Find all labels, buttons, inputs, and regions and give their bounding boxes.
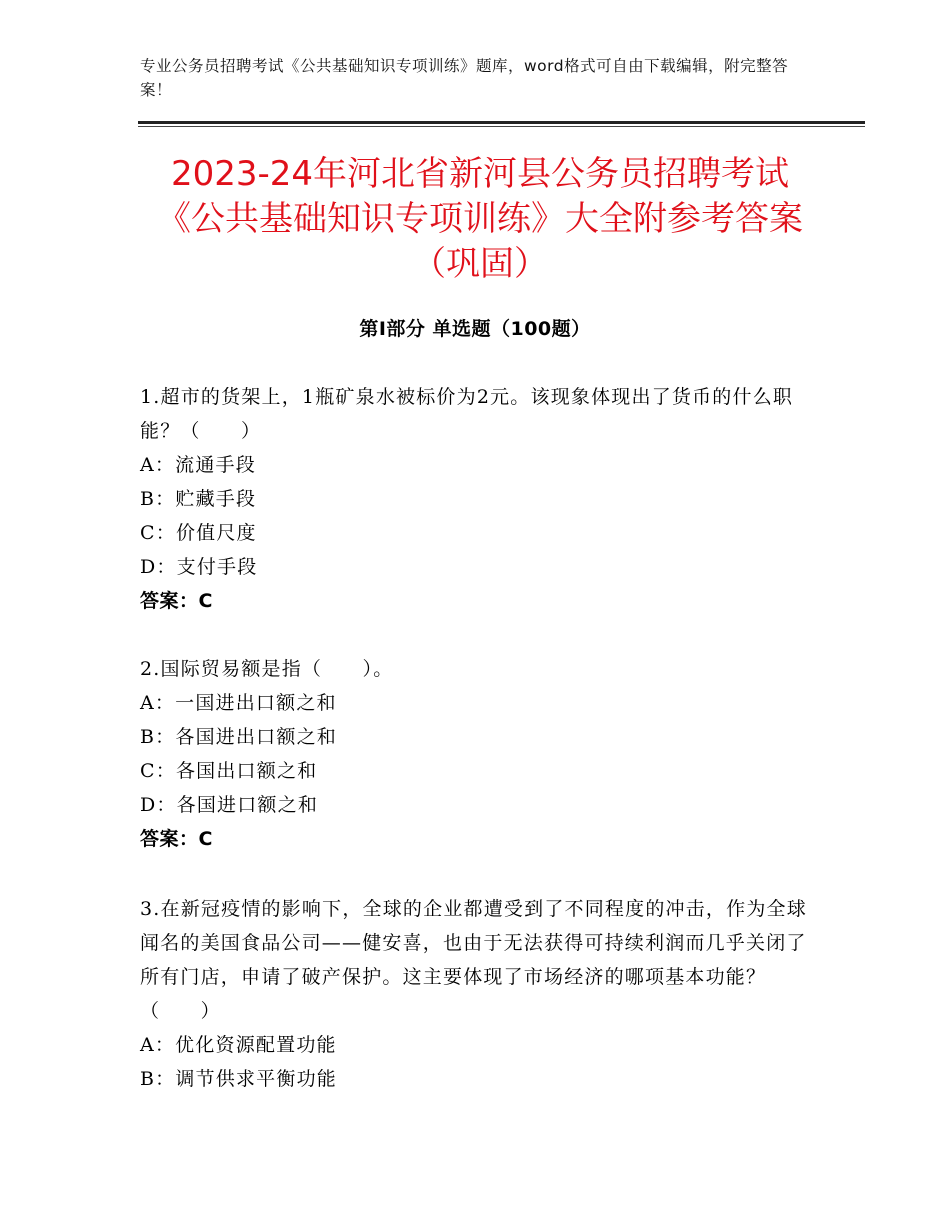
- answer-label: 答案：C: [140, 590, 213, 612]
- question-text: 1.超市的货架上，1瓶矿泉水被标价为2元。该现象体现出了货币的什么职能？（ ）: [140, 386, 794, 442]
- answer-label: 答案：C: [140, 828, 213, 850]
- title-line-3: （巩固）: [412, 244, 548, 284]
- option-d: D：支付手段: [140, 556, 258, 578]
- option-a: A：一国进出口额之和: [140, 692, 337, 714]
- question-2: [140, 652, 810, 856]
- section-heading: 第Ⅰ部分 单选题（100题）: [359, 318, 591, 340]
- option-b: B：调节供求平衡功能: [140, 1068, 337, 1090]
- header-note: 专业公务员招聘考试《公共基础知识专项训练》题库，word格式可自由下载编辑，附完整答案！: [140, 57, 789, 99]
- option-c: C：价值尺度: [140, 522, 257, 544]
- option-a: A：流通手段: [140, 454, 256, 476]
- question-3: [140, 892, 810, 1096]
- question-text: 3.在新冠疫情的影响下，全球的企业都遭受到了不同程度的冲击，作为全球闻名的美国食品公司——健安喜，也由于无法获得可持续利润而几乎关闭了所有门店，申请了破产保护。这主要体现了市场经济的哪项基本功能？（ ）: [140, 898, 807, 1022]
- option-d: D：各国进口额之和: [140, 794, 319, 816]
- question-text: 2.国际贸易额是指（ ）。: [140, 658, 394, 680]
- option-b: B：贮藏手段: [140, 488, 257, 510]
- question-1: [140, 380, 810, 618]
- title-line-1: 2023-24年河北省新河县公务员招聘考试: [170, 154, 790, 194]
- option-c: C：各国出口额之和: [140, 760, 318, 782]
- header-divider-thin: [138, 126, 865, 127]
- document-title: [100, 152, 860, 287]
- option-b: B：各国进出口额之和: [140, 726, 337, 748]
- header-divider-thick: [138, 121, 865, 124]
- option-a: A：优化资源配置功能: [140, 1034, 337, 1056]
- title-line-2: 《公共基础知识专项训练》大全附参考答案: [157, 199, 803, 239]
